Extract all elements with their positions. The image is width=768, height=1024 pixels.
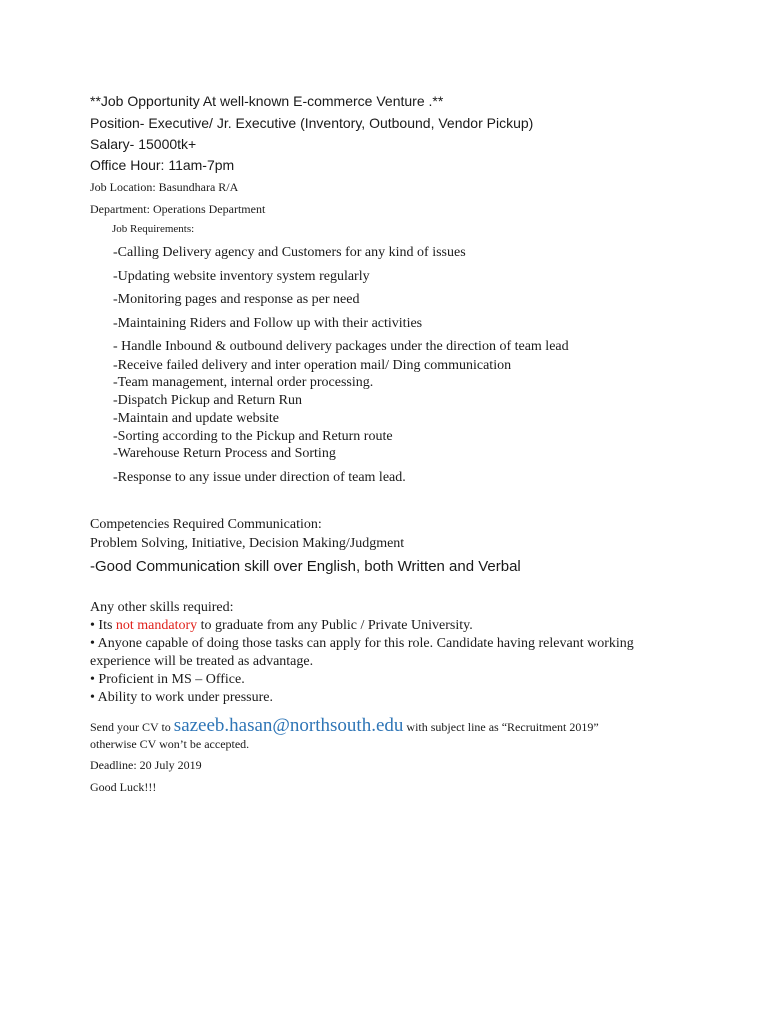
requirement-item: -Maintaining Riders and Follow up with their activities xyxy=(113,316,423,331)
requirement-item: -Maintain and update website xyxy=(113,411,280,426)
requirement-item: -Calling Delivery agency and Customers for any kind of issues xyxy=(113,245,466,260)
position-line: Position- Executive/ Jr. Executive (Inventory, Outbound, Vendor Pickup) xyxy=(90,115,534,131)
office-hour-line: Office Hour: 11am-7pm xyxy=(90,157,235,173)
requirement-item: -Dispatch Pickup and Return Run xyxy=(113,393,302,408)
skill-bullet xyxy=(90,619,473,633)
requirement-item: -Updating website inventory system regularly xyxy=(113,269,370,284)
requirement-item: -Monitoring pages and response as per need xyxy=(113,292,360,307)
not-mandatory-highlight: not mandatory xyxy=(115,618,198,633)
other-skills-heading: Any other skills required: xyxy=(90,600,234,615)
competencies-line: Competencies Required Communication: xyxy=(90,517,322,532)
job-title: **Job Opportunity At well-known E-commerce Venture .** xyxy=(90,93,444,109)
salary-line: Salary- 15000tk+ xyxy=(90,136,197,152)
department-line: Department: Operations Department xyxy=(90,202,266,216)
send-cv-prefix: Send your CV to xyxy=(90,720,174,734)
skill-bullet: • Proficient in MS – Office. xyxy=(90,672,245,687)
requirement-item: -Warehouse Return Process and Sorting xyxy=(113,446,336,461)
email-link[interactable]: sazeeb.hasan@northsouth.edu xyxy=(173,715,404,736)
skill-bullet-text: to graduate from any Public / Private University. xyxy=(197,618,473,633)
communication-skill-line: -Good Communication skill over English, both Written and Verbal xyxy=(90,558,521,575)
requirement-item: - Handle Inbound & outbound delivery packages under the direction of team lead xyxy=(113,339,569,354)
requirement-item: -Response to any issue under direction of team lead. xyxy=(113,470,406,485)
competencies-line: Problem Solving, Initiative, Decision Making/Judgment xyxy=(90,536,405,551)
requirement-item: -Team management, internal order processing. xyxy=(113,375,374,390)
requirement-item: -Receive failed delivery and inter operation mail/ Ding communication xyxy=(113,358,512,373)
skill-bullet-text: • Its xyxy=(90,618,116,633)
send-cv-line xyxy=(90,716,599,735)
skill-bullet: • Ability to work under pressure. xyxy=(90,690,273,705)
requirement-item: -Sorting according to the Pickup and Return route xyxy=(113,429,393,444)
skill-bullet-continuation: experience will be treated as advantage. xyxy=(90,654,314,669)
skill-bullet: • Anyone capable of doing those tasks can apply for this role. Candidate having relevant working xyxy=(90,636,634,651)
requirements-heading: Job Requirements: xyxy=(112,223,195,235)
closing-line: Good Luck!!! xyxy=(90,780,157,794)
send-cv-suffix: with subject line as “Recruitment 2019” xyxy=(403,720,599,734)
deadline-line: Deadline: 20 July 2019 xyxy=(90,758,202,772)
send-cv-line-2: otherwise CV won’t be accepted. xyxy=(90,737,250,751)
job-location: Job Location: Basundhara R/A xyxy=(90,180,239,194)
